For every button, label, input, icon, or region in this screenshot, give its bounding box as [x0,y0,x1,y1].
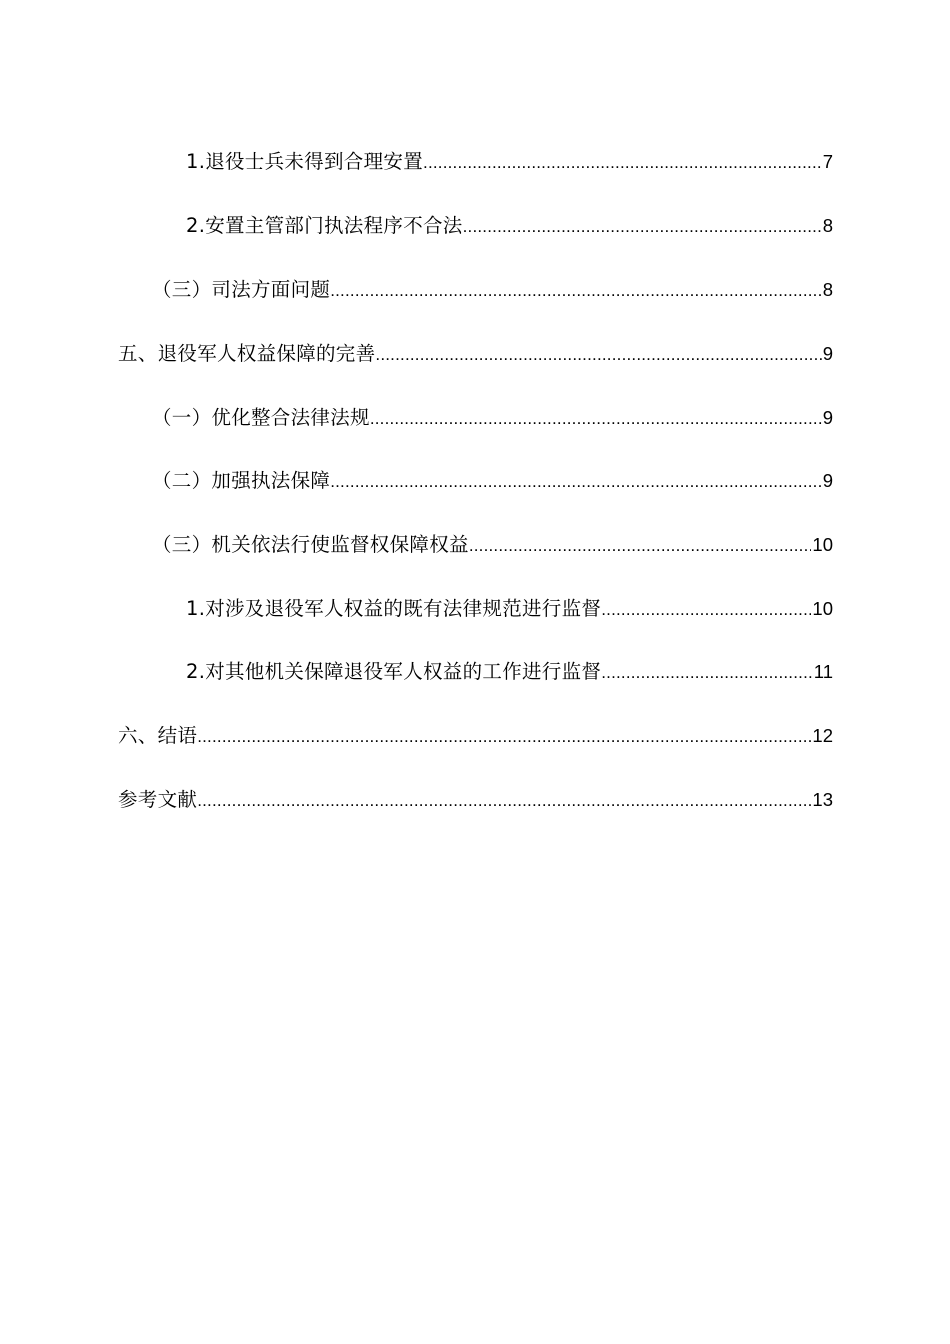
toc-entry[interactable] [152,530,833,560]
toc-dot-leader [423,148,822,178]
toc-entry-title: 五、退役军人权益保障的完善 [118,342,376,365]
toc-entry[interactable] [118,785,833,815]
toc-entry-page: 9 [822,407,833,428]
toc-entry-title: 2.安置主管部门执法程序不合法 [186,214,463,237]
toc-entry-page: 11 [813,661,833,682]
toc-entry-title: （二）加强执法保障 [152,469,331,492]
toc-entry-title: （一）优化整合法律法规 [152,406,370,429]
toc-dot-leader [370,404,822,434]
toc-dot-leader [469,531,812,561]
toc-entry-title: 参考文献 [118,788,198,811]
toc-entry-title: 六、结语 [118,724,198,747]
toc-entry-page: 13 [812,789,833,810]
toc-entry-page: 10 [812,598,833,619]
toc-entry-title: 1.对涉及退役军人权益的既有法律规范进行监督 [186,597,602,620]
toc-entry[interactable] [118,339,833,369]
toc-entry-title: （三）司法方面问题 [152,278,331,301]
toc-dot-leader [601,658,813,688]
toc-entry[interactable] [118,721,833,751]
toc-entry-page: 9 [822,343,833,364]
toc-dot-leader [330,276,822,306]
toc-dot-leader [463,212,822,242]
toc-dot-leader [601,595,811,625]
toc-entry-page: 8 [822,215,833,236]
toc-entry-page: 10 [812,534,833,555]
toc-entry-page: 7 [822,151,833,172]
toc-entry-title: 1.退役士兵未得到合理安置 [186,150,424,173]
toc-entry[interactable] [186,657,833,687]
toc-dot-leader [197,786,811,816]
toc-entry-page: 8 [822,279,833,300]
toc-entry-page: 12 [812,725,833,746]
toc-entry[interactable] [152,466,833,496]
toc-entry[interactable] [186,147,833,177]
toc-entry-page: 9 [822,470,833,491]
toc-dot-leader [330,467,822,497]
toc-entry[interactable] [186,594,833,624]
toc-dot-leader [375,340,821,370]
toc-entry[interactable] [152,403,833,433]
toc-entry-title: （三）机关依法行使监督权保障权益 [152,533,469,556]
toc-entry[interactable] [152,275,833,305]
toc-entry-title: 2.对其他机关保障退役军人权益的工作进行监督 [186,660,602,683]
toc-dot-leader [197,722,811,752]
toc-entry[interactable] [186,211,833,241]
